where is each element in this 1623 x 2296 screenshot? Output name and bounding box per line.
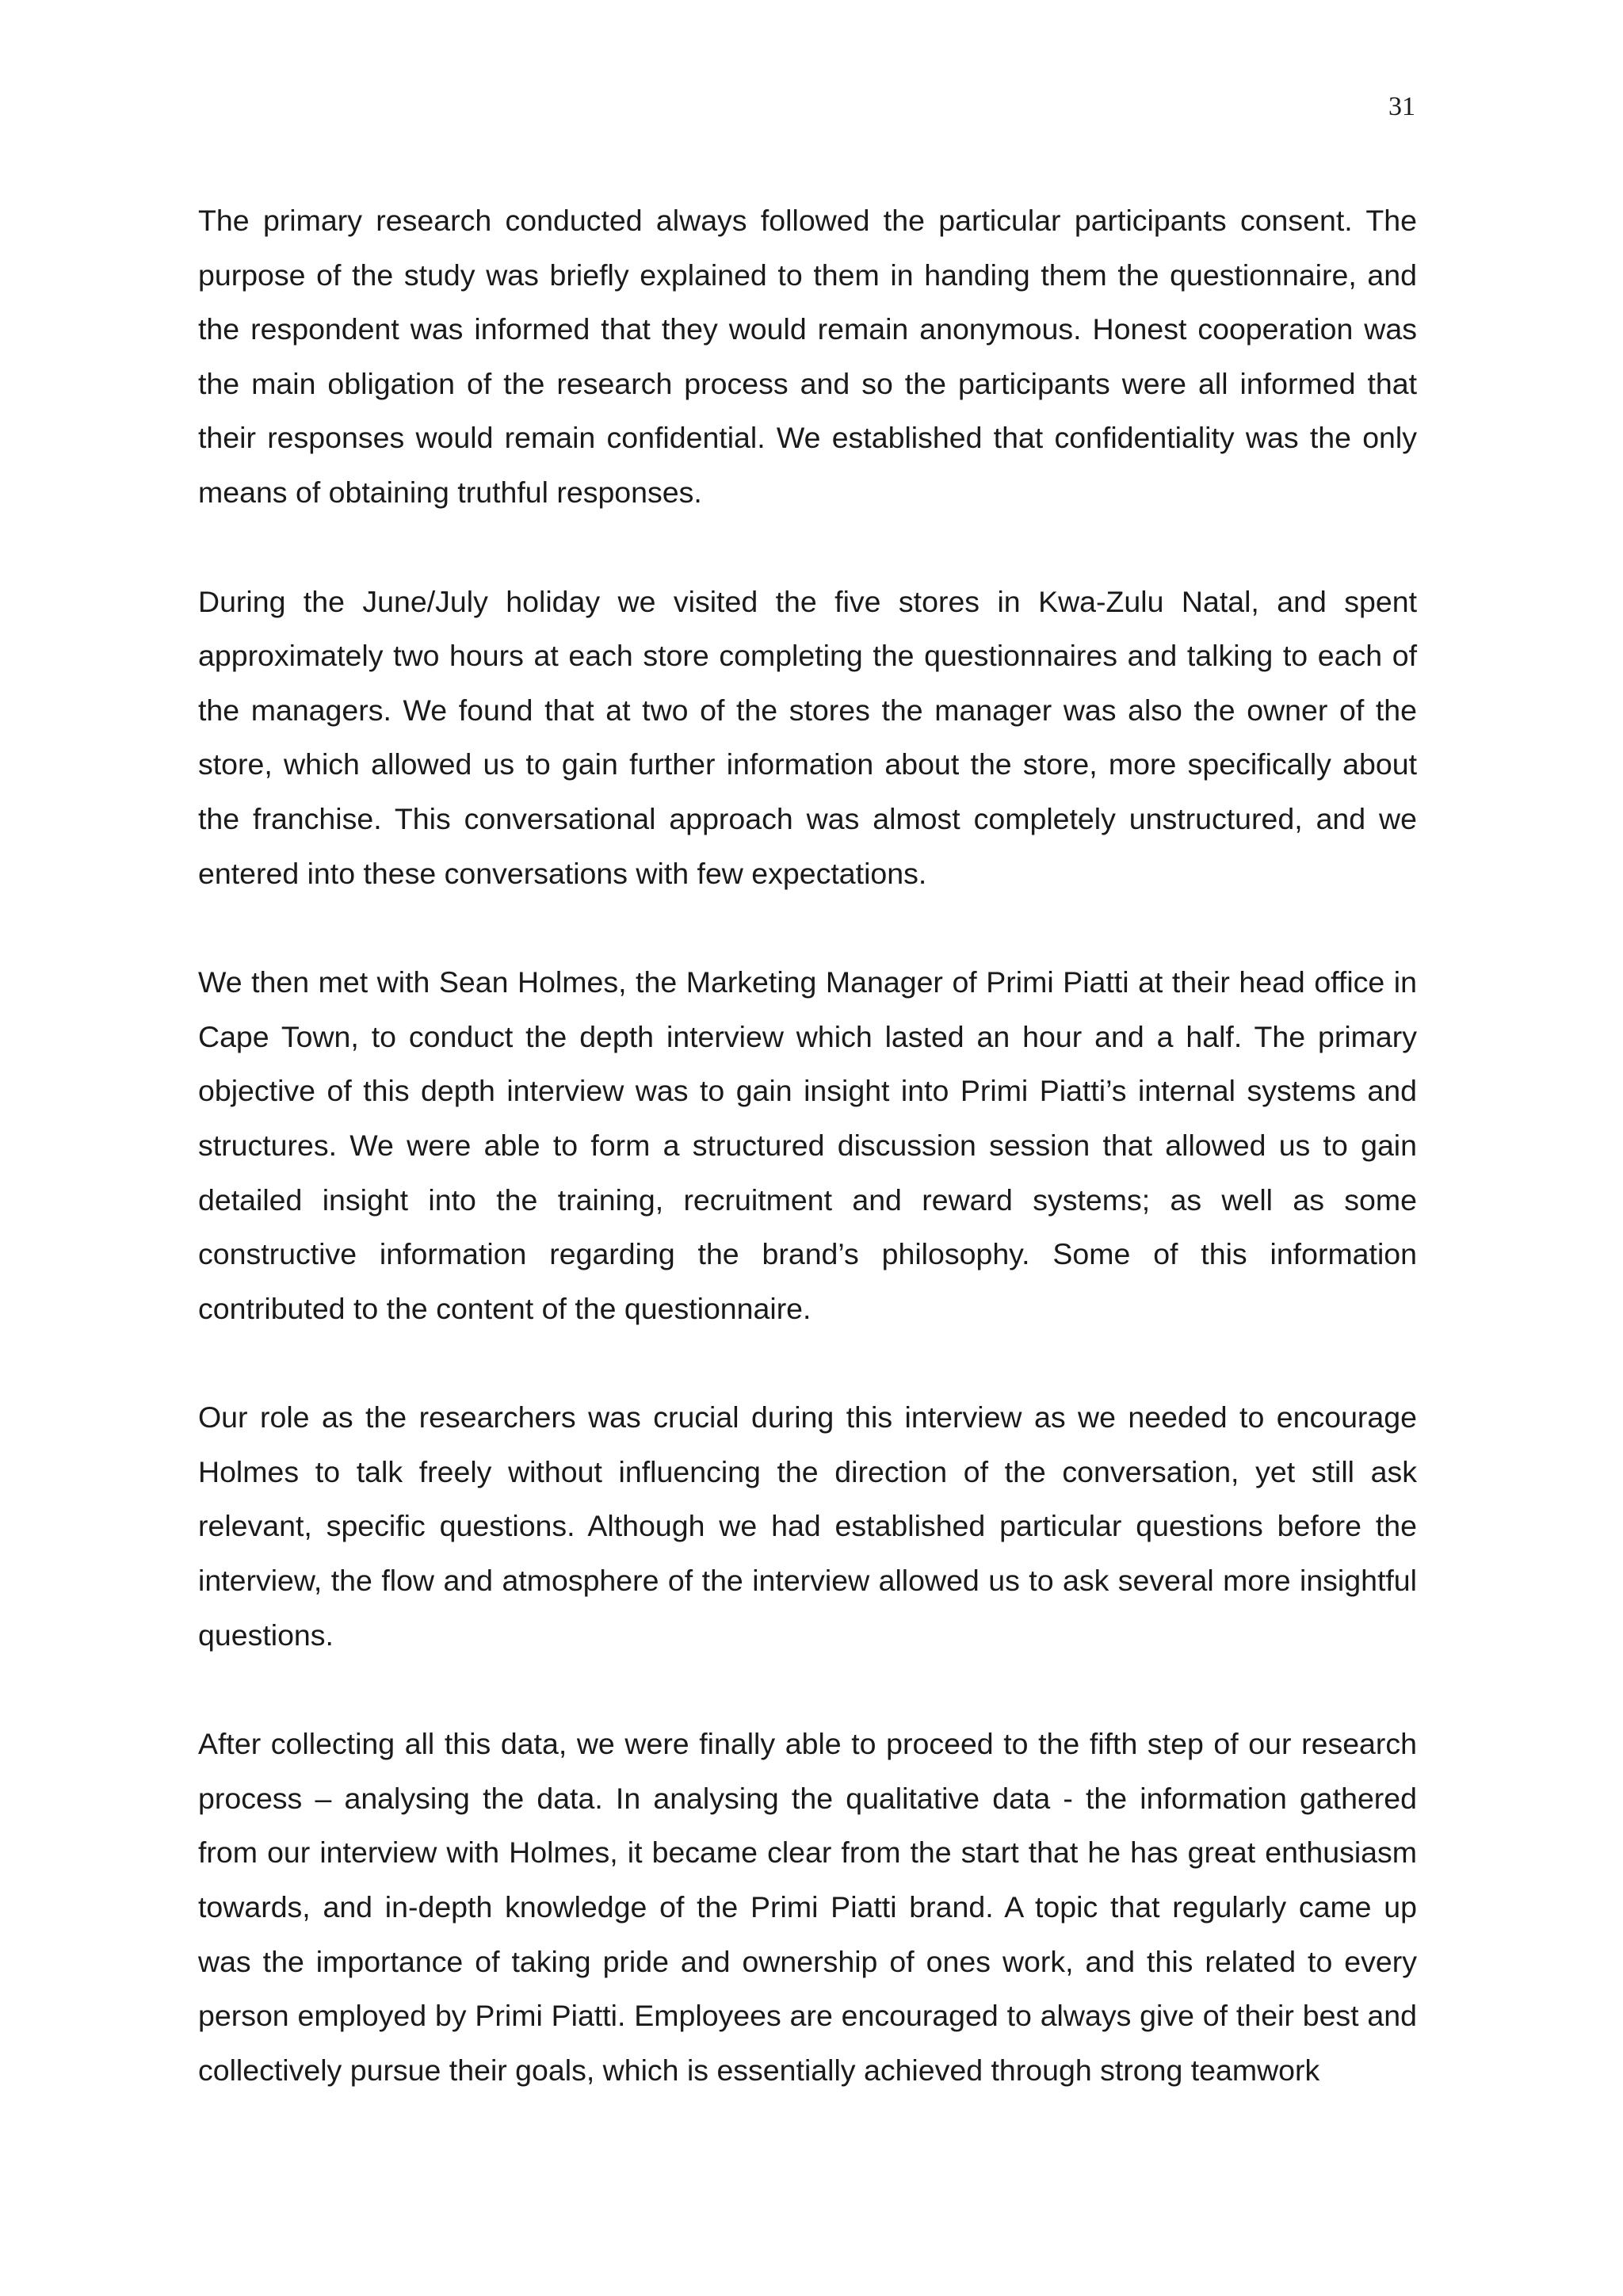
paragraph-consent: The primary research conducted always followed the particular participants consent. The purpose of the study was briefly explained to them in handing them the questionnaire, and the respondent was informed that they would remain anonymous. Honest cooperation was the main obligation of the research process and so the participants were all informed that their responses would remain confidential. We established that confidentiality was the only means of obtaining truthful responses.: [198, 204, 1417, 509]
paragraph-store-visits: During the June/July holiday we visited the five stores in Kwa-Zulu Natal, and spent approximately two hours at each store completing the questionnaires and talking to each of the managers. We found that at two of the stores the manager was also the owner of the store, which allowed us to gain further information about the store, more specifically about the franchise. This conversational approach was almost completely unstructured, and we entered into these conversations with few expectations.: [198, 584, 1417, 890]
body-text: [198, 193, 1417, 2152]
paragraph-researcher-role: Our role as the researchers was crucial during this interview as we needed to encourage Holmes to talk freely without influencing the direction of the conversation, yet still ask relevant, specific questions. Although we had established particular questions before the interview, the flow and atmosphere of the interview allowed us to ask several more insightful questions.: [198, 1400, 1417, 1652]
paragraph-depth-interview: We then met with Sean Holmes, the Marketing Manager of Primi Piatti at their head office in Cape Town, to conduct the depth interview which lasted an hour and a half. The primary objective of this depth interview was to gain insight into Primi Piatti’s internal systems and structures. We were able to form a structured discussion session that allowed us to gain detailed insight into the training, recruitment and reward systems; as well as some constructive information regarding the brand’s philosophy. Some of this information contributed to the content of the questionnaire.: [198, 965, 1417, 1325]
paragraph-data-analysis: After collecting all this data, we were finally able to proceed to the fifth step of our research process – analysing the data. In analysing the qualitative data - the information gathered from our interview with Holmes, it became clear from the start that he has great enthusiasm towards, and in-depth knowledge of the Primi Piatti brand. A topic that regularly came up was the importance of taking pride and ownership of ones work, and this related to every person employed by Primi Piatti. Employees are encouraged to always give of their best and collectively pursue their goals, which is essentially achieved through strong teamwork: [198, 1727, 1417, 2087]
page-number: 31: [1388, 92, 1415, 121]
